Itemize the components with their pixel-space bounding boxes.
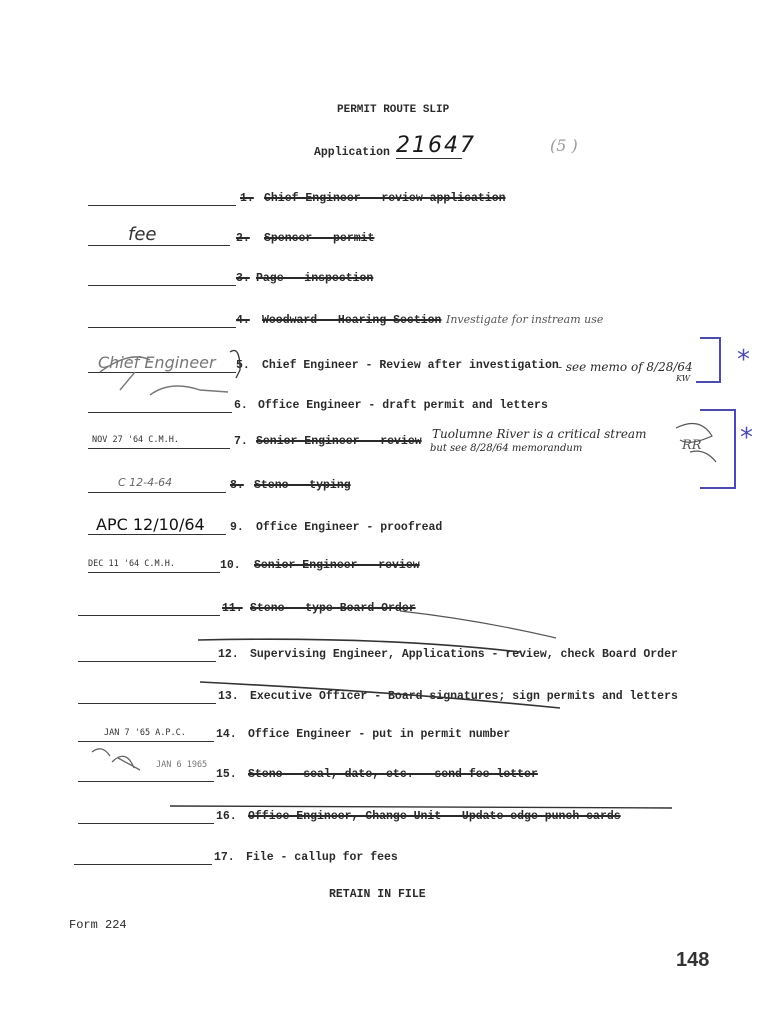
step-text: Chief Engineer - Review after investigation [262, 359, 559, 372]
step-text: Steno - type Board Order [250, 602, 416, 615]
form-number: Form 224 [69, 918, 127, 932]
margin-mark-2: * [740, 423, 753, 453]
step-text: Office Engineer - put in permit number [248, 728, 511, 741]
step5-handwritten-initials: KW [676, 374, 690, 383]
step-initials: JAN 6 1965 [156, 760, 208, 770]
step-initials: fee [128, 224, 157, 245]
step-number: 5. [236, 359, 250, 372]
step-text: Senior Engineer - review [256, 435, 422, 448]
step-text: Office Engineer, Change Unit - Update edge-punch cards [248, 810, 621, 823]
step-number: 7. [234, 435, 248, 448]
retain-in-file-note: RETAIN IN FILE [329, 888, 426, 901]
step-number: 14. [216, 728, 237, 741]
step-text: Senior Engineer - review [254, 559, 420, 572]
step-number: 1. [240, 192, 254, 205]
step-text: Steno - typing [254, 479, 351, 492]
corner-note: (5 ) [550, 136, 578, 155]
step5-handwritten-note: - see memo of 8/28/64 [558, 360, 693, 374]
page-number: 148 [676, 949, 710, 971]
step-initials: APC 12/10/64 [96, 515, 205, 534]
step-number: 9. [230, 521, 244, 534]
step-number: 8. [230, 479, 244, 492]
step-number: 12. [218, 648, 239, 661]
step4-handwritten-note: Investigate for instream use [446, 313, 604, 326]
page-title: PERMIT ROUTE SLIP [337, 104, 450, 116]
step-number: 10. [220, 559, 241, 572]
step-text: Chief Engineer - review application [264, 192, 506, 205]
step-initials: C 12-4-64 [118, 476, 173, 489]
step-text: Executive Officer - Board signatures; sign permits and letters [250, 690, 678, 703]
step7-handwritten-note-line2: but see 8/28/64 memorandum [430, 443, 583, 454]
step-text: Page - inspection [256, 272, 374, 285]
step-number: 6. [234, 399, 248, 412]
application-label: Application [314, 146, 390, 159]
step-text: File - callup for fees [246, 851, 398, 864]
step-number: 11. [222, 602, 243, 615]
step-number: 4. [236, 314, 250, 327]
margin-mark-1: * [737, 345, 750, 375]
step-initials: Chief Engineer [98, 353, 216, 372]
step-text: Office Engineer - draft permit and letters [258, 399, 548, 412]
step-text: Woodward - Hearing Section [262, 314, 442, 327]
step-number: 16. [216, 810, 237, 823]
step-number: 15. [216, 768, 237, 781]
step-text: Supervising Engineer, Applications - review, check Board Order [250, 648, 678, 661]
step-initials: NOV 27 '64 C.M.H. [92, 435, 179, 445]
step-initials: DEC 11 '64 C.M.H. [88, 559, 175, 569]
step-number: 17. [214, 851, 235, 864]
step7-handwritten-initials: RR [682, 438, 702, 453]
step-initials: JAN 7 '65 A.P.C. [104, 728, 186, 738]
step7-handwritten-note-line1: Tuolumne River is a critical stream [432, 427, 647, 441]
step-text: Steno - seal, date, etc. - send fee letter [248, 768, 538, 781]
step-number: 13. [218, 690, 239, 703]
step-number: 2. [236, 232, 250, 245]
step-text: Office Engineer - proofread [256, 521, 443, 534]
application-number: 21647 [396, 133, 476, 158]
step-number: 3. [236, 272, 250, 285]
step-text: Spencer - permit [264, 232, 375, 245]
